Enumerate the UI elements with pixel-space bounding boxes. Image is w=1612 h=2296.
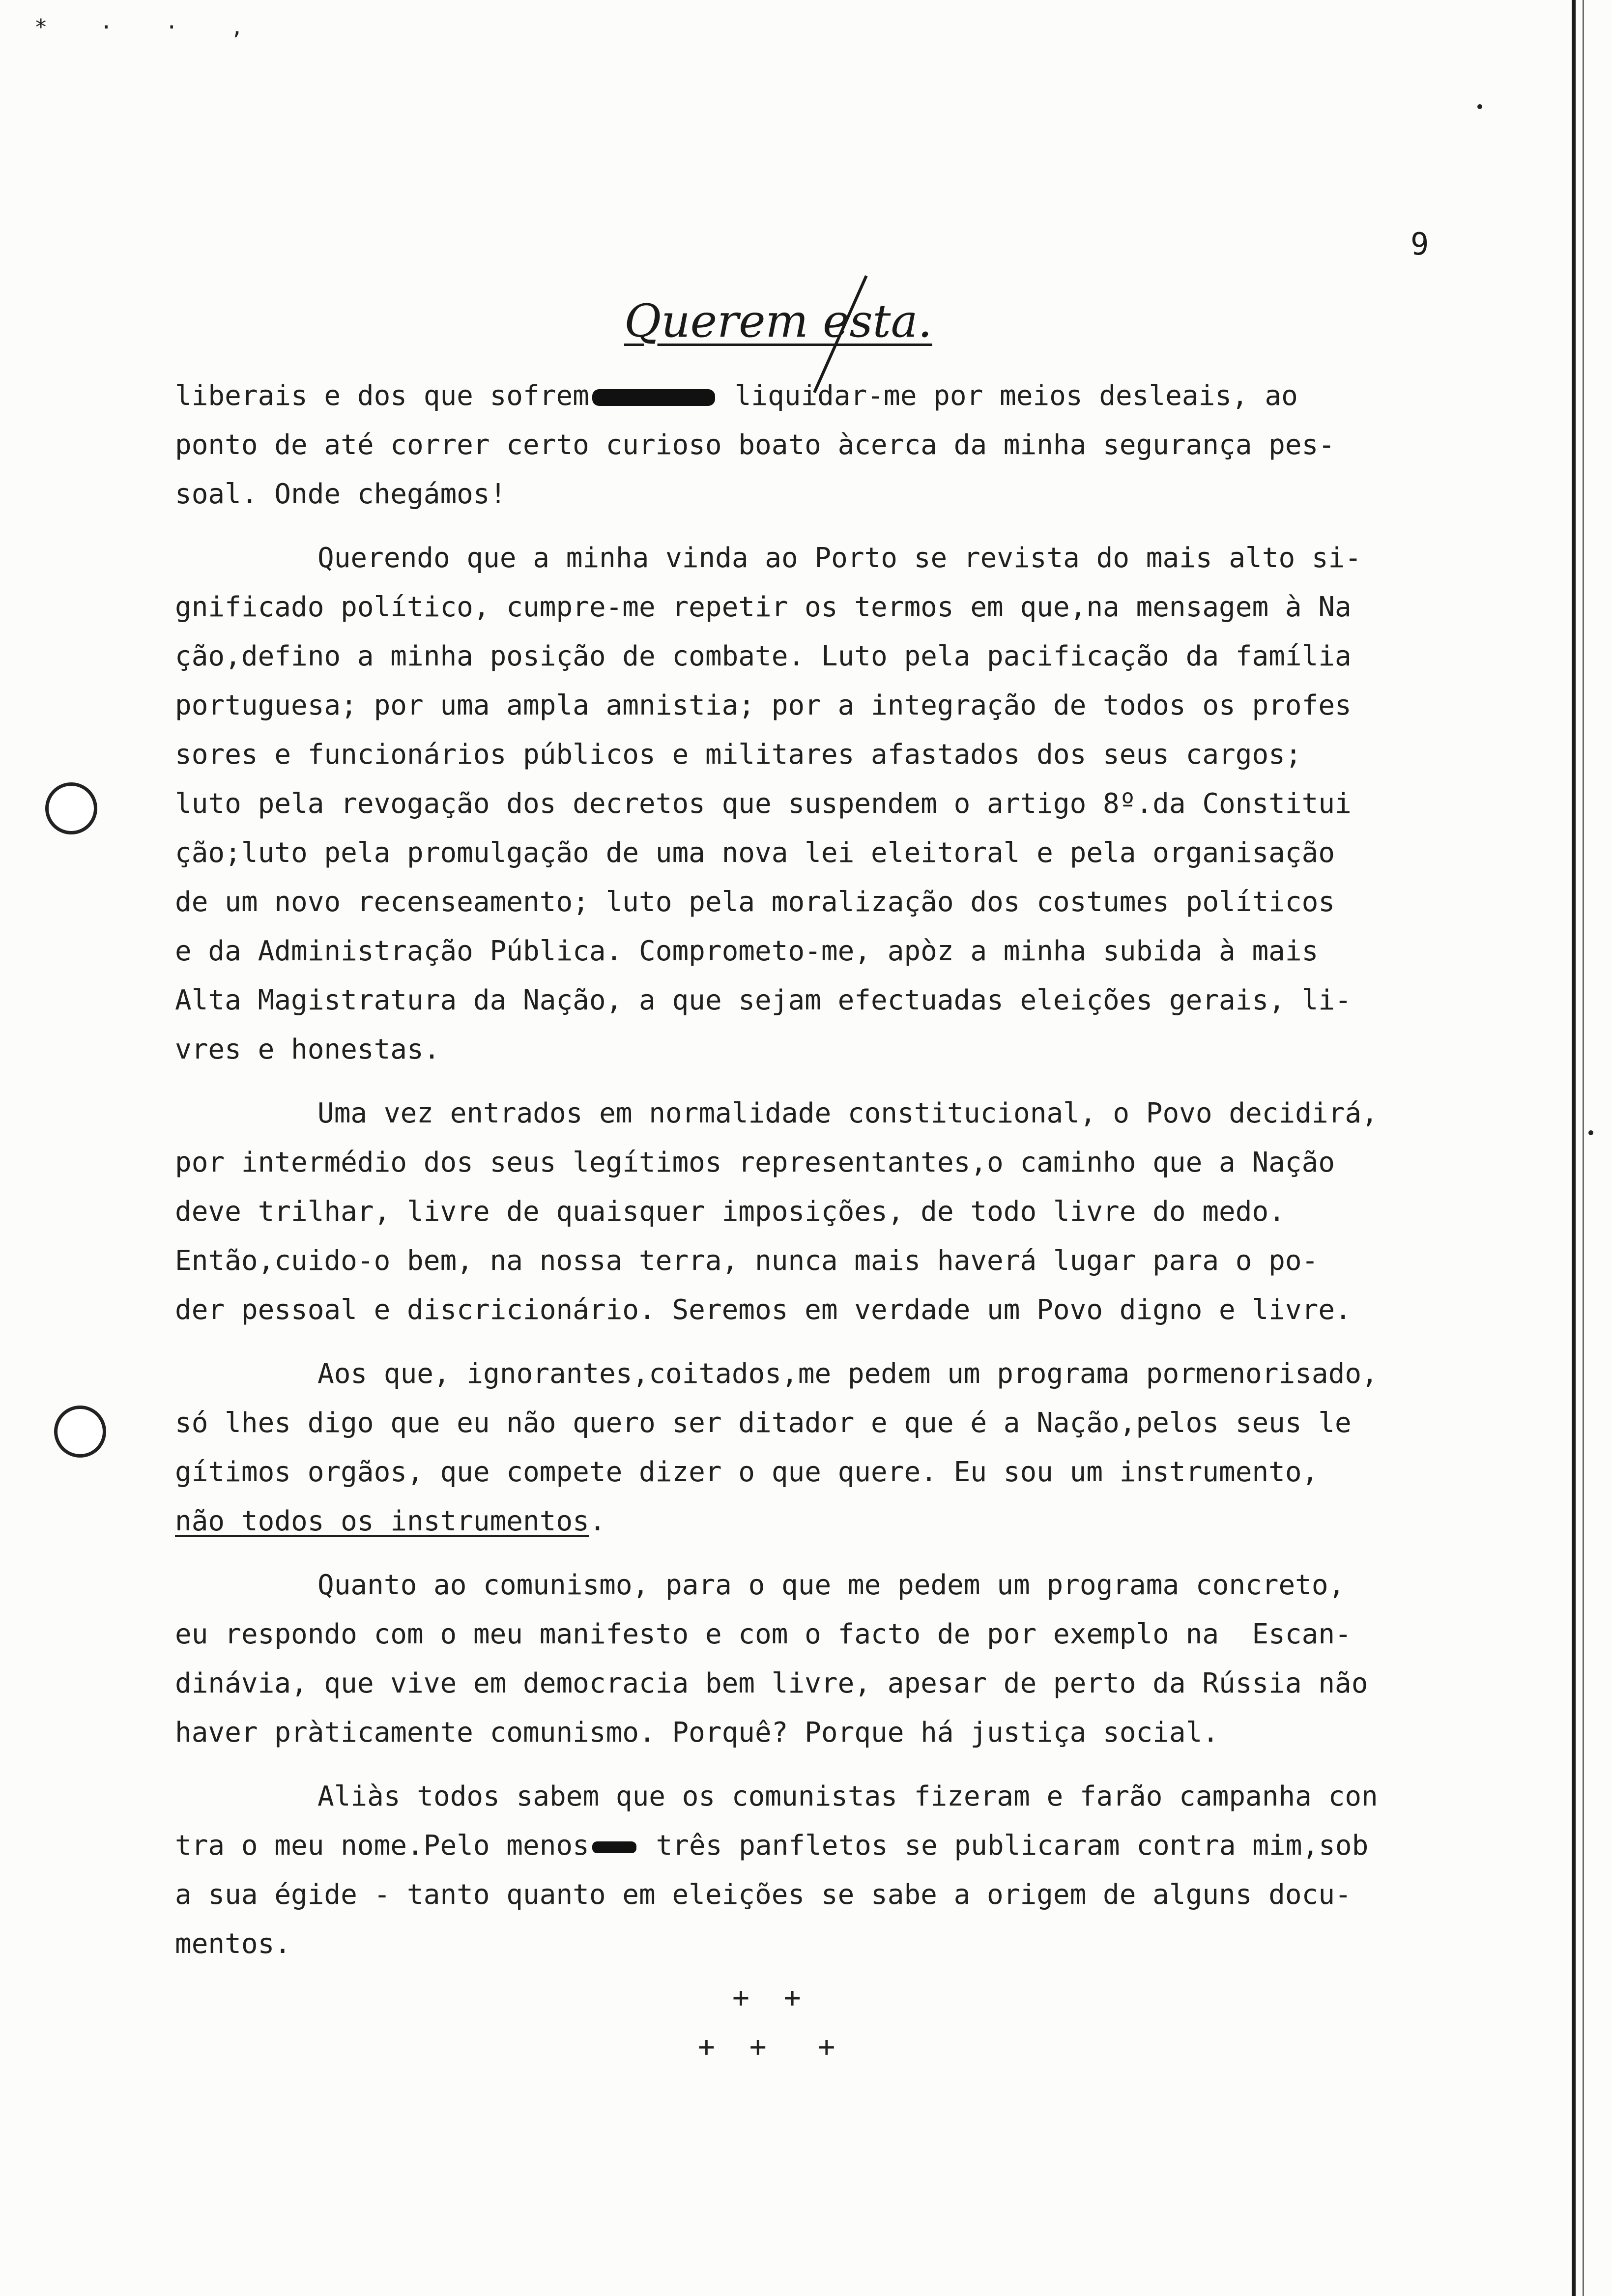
text-line: [175, 583, 1443, 632]
line-text-after-mark: liquidar-me por meios desleais, ao: [718, 380, 1298, 412]
text-line: [175, 534, 1443, 583]
paragraph: [175, 1561, 1443, 1757]
line-text: Aliàs todos sabem que os comunistas fizeram e farão campanha con: [317, 1780, 1378, 1812]
text-line: [175, 632, 1443, 681]
paragraph: [175, 1349, 1443, 1546]
struck-out-word-mark: [592, 1841, 636, 1853]
text-line: [175, 1025, 1443, 1074]
line-text: eu respondo com o meu manifesto e com o facto de por exemplo na Escan-: [175, 1618, 1352, 1650]
line-text-before-mark: tra o meu nome.Pelo menos: [175, 1830, 589, 1862]
top-corner-marks: * · · ,: [34, 15, 263, 40]
punch-hole-upper: [45, 782, 97, 834]
closing-marks-row-1: + +: [732, 1980, 801, 2014]
line-text: sores e funcionários públicos e militares afastados dos seus cargos;: [175, 739, 1302, 771]
text-line: [175, 1772, 1443, 1821]
text-line: [175, 1448, 1443, 1497]
page-edge-shadow: [1572, 0, 1576, 2296]
line-text: Quanto ao comunismo, para o que me pedem um programa concreto,: [317, 1569, 1345, 1601]
line-text: portuguesa; por uma ampla amnistia; por a integração de todos os profes: [175, 689, 1352, 721]
line-text: Uma vez entrados em normalidade constitucional, o Povo decidirá,: [317, 1097, 1378, 1129]
text-line: [175, 878, 1443, 927]
line-text-after-mark: três panfletos se publicaram contra mim,sob: [639, 1830, 1369, 1862]
line-text: a sua égide - tanto quanto em eleições se sabe a origem de alguns docu-: [175, 1879, 1352, 1911]
text-line: [175, 1870, 1443, 1920]
paragraph: [175, 534, 1443, 1074]
line-text-before-mark: liberais e dos que sofrem: [175, 380, 589, 412]
line-text: gítimos orgãos, que compete dizer o que quere. Eu sou um instrumento,: [175, 1456, 1319, 1488]
text-line: [175, 1659, 1443, 1708]
text-line: [175, 1708, 1443, 1757]
page-number: 9: [1410, 226, 1429, 262]
text-line: [175, 976, 1443, 1025]
line-text: vres e honestas.: [175, 1033, 440, 1065]
text-line: [175, 1236, 1443, 1286]
typed-body-text: [175, 372, 1443, 1983]
line-text: por intermédio dos seus legítimos representantes,o caminho que a Nação: [175, 1147, 1335, 1178]
handwritten-insertion: Querem esta.: [624, 295, 932, 347]
line-text: de um novo recenseamento; luto pela moralização dos costumes políticos: [175, 886, 1335, 918]
text-line: [175, 1399, 1443, 1448]
line-text: luto pela revogação dos decretos que suspendem o artigo 8º.da Constitui: [175, 788, 1352, 820]
text-line: [175, 1561, 1443, 1610]
text-line: [175, 1089, 1443, 1138]
line-text: Alta Magistratura da Nação, a que sejam efectuadas eleições gerais, li-: [175, 984, 1352, 1016]
text-line: [175, 1497, 1443, 1546]
speck-mark: [1477, 104, 1482, 109]
text-line: [175, 829, 1443, 878]
line-text-after-mark: .: [589, 1505, 606, 1537]
text-line: [175, 1821, 1443, 1870]
text-line: [175, 470, 1443, 519]
line-text: Aos que, ignorantes,coitados,me pedem um programa pormenorisado,: [317, 1358, 1378, 1390]
punch-hole-lower: [54, 1406, 106, 1458]
line-text: soal. Onde chegámos!: [175, 478, 507, 510]
line-text: mentos.: [175, 1928, 291, 1960]
line-text: der pessoal e discricionário. Seremos em verdade um Povo digno e livre.: [175, 1294, 1352, 1326]
text-line: [175, 927, 1443, 976]
paragraph: [175, 372, 1443, 519]
closing-marks-row-2: + + +: [698, 2030, 835, 2063]
line-text: só lhes digo que eu não quero ser ditador e que é a Nação,pelos seus le: [175, 1407, 1352, 1439]
paragraph: [175, 1772, 1443, 1969]
text-line: [175, 1920, 1443, 1969]
line-text: dinávia, que vive em democracia bem livre, apesar de perto da Rússia não: [175, 1667, 1368, 1699]
struck-out-word-mark: [592, 389, 715, 406]
underlined-phrase: não todos os instrumentos: [175, 1505, 589, 1537]
line-text: Querendo que a minha vinda ao Porto se revista do mais alto si-: [317, 542, 1362, 574]
line-text: deve trilhar, livre de quaisquer imposições, de todo livre do medo.: [175, 1196, 1285, 1228]
text-line: [175, 1187, 1443, 1236]
speck-mark: [1588, 1130, 1593, 1135]
text-line: [175, 421, 1443, 470]
line-text: gnificado político, cumpre-me repetir os termos em que,na mensagem à Na: [175, 591, 1352, 623]
text-line: [175, 1138, 1443, 1187]
line-text: ponto de até correr certo curioso boato àcerca da minha segurança pes-: [175, 429, 1335, 461]
text-line: [175, 1610, 1443, 1659]
text-line: [175, 1286, 1443, 1335]
page-edge-line: [1583, 0, 1584, 2296]
text-line: [175, 1349, 1443, 1399]
line-text: ção,defino a minha posição de combate. Luto pela pacificação da família: [175, 640, 1352, 672]
line-text: Então,cuido-o bem, na nossa terra, nunca mais haverá lugar para o po-: [175, 1245, 1319, 1277]
line-text: ção;luto pela promulgação de uma nova lei eleitoral e pela organisação: [175, 837, 1335, 869]
text-line: [175, 779, 1443, 829]
text-line: [175, 681, 1443, 730]
paragraph: [175, 1089, 1443, 1335]
line-text: haver pràticamente comunismo. Porquê? Porque há justiça social.: [175, 1717, 1219, 1749]
text-line: [175, 372, 1443, 421]
text-line: [175, 730, 1443, 779]
line-text: e da Administração Pública. Comprometo-me, apòz a minha subida à mais: [175, 935, 1319, 967]
